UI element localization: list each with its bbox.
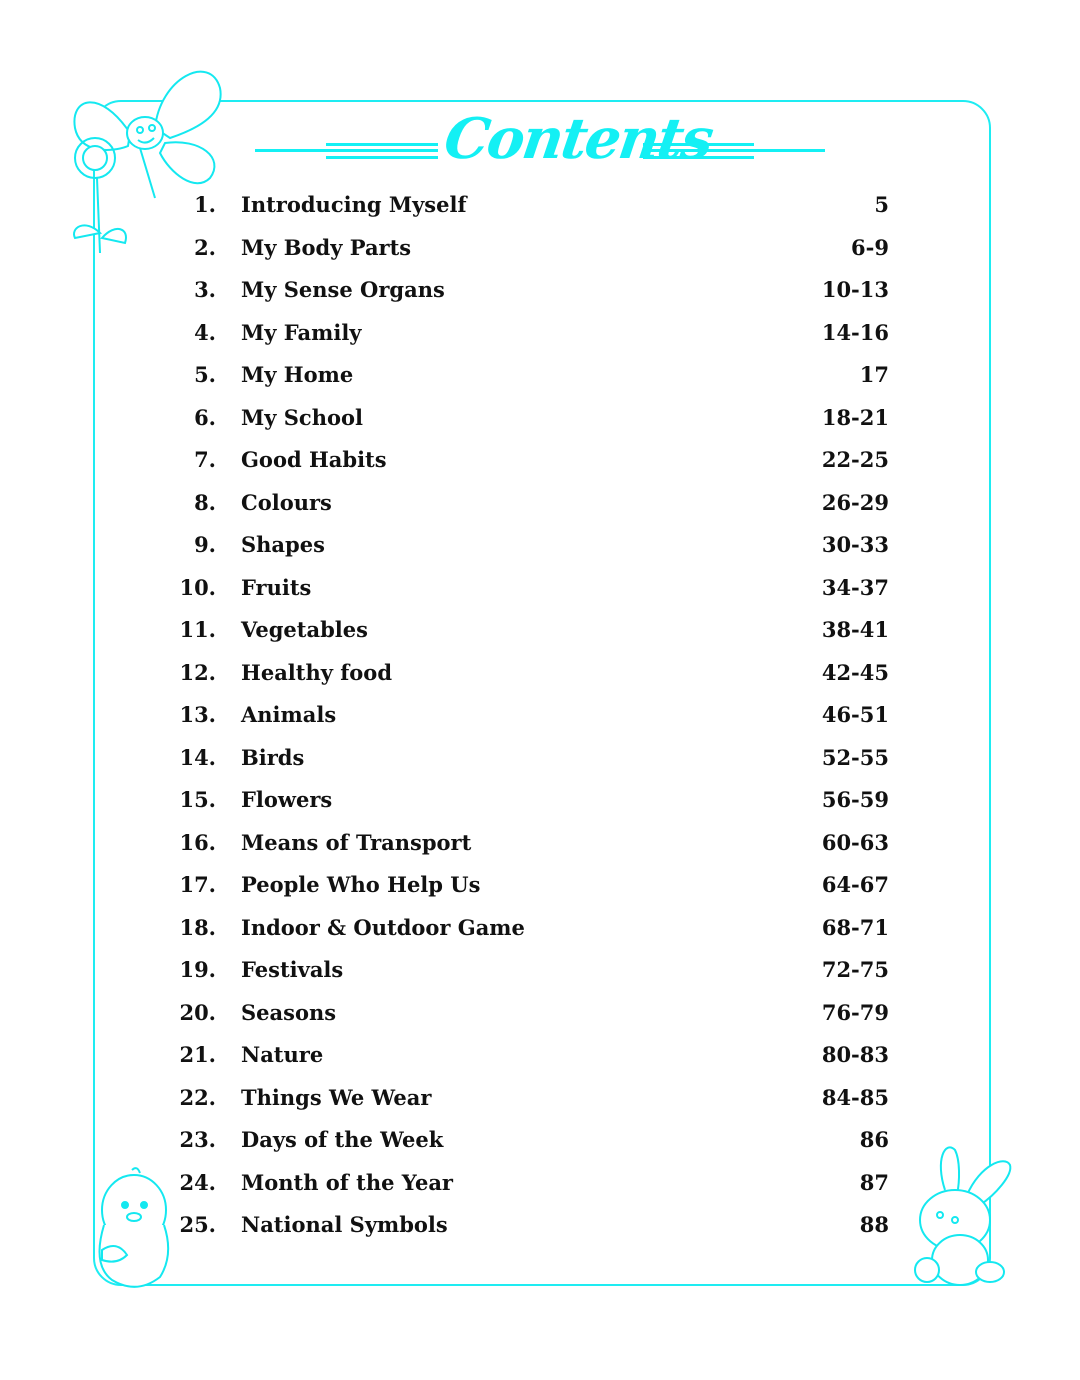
entry-title: Colours — [241, 489, 332, 515]
entry-number: 22. — [179, 1084, 216, 1110]
entry-pages: 10-13 — [821, 277, 889, 302]
entry-pages: 5 — [874, 192, 889, 217]
toc-entry — [0, 1085, 1080, 1115]
butterfly-flower-illustration — [60, 58, 230, 263]
entry-pages: 68-71 — [821, 914, 889, 940]
toc-entry — [0, 320, 1080, 350]
entry-pages: 42-45 — [821, 659, 889, 685]
entry-pages: 26-29 — [821, 489, 889, 515]
entry-title: Things We Wear — [241, 1084, 432, 1110]
toc-entry — [0, 660, 1080, 690]
toc-entry — [0, 1212, 1080, 1242]
entry-pages: 56-59 — [821, 787, 889, 812]
entry-number: 7. — [194, 447, 216, 472]
toc-entry — [0, 702, 1080, 732]
entry-pages: 34-37 — [821, 574, 889, 600]
toc-entry — [0, 277, 1080, 307]
toc-entry — [0, 915, 1080, 945]
entry-pages: 80-83 — [821, 1042, 889, 1067]
entry-number: 25. — [179, 1212, 216, 1237]
entry-title: Flowers — [241, 787, 333, 812]
entry-number: 13. — [179, 702, 216, 727]
toc-entry — [0, 490, 1080, 520]
entry-number: 11. — [179, 617, 216, 642]
entry-title: My Family — [241, 319, 362, 345]
toc-entry — [0, 1042, 1080, 1072]
entry-title: Birds — [241, 744, 305, 770]
entry-title: Festivals — [241, 957, 344, 982]
entry-number: 17. — [179, 872, 216, 897]
toc-entry — [0, 872, 1080, 902]
entry-number: 5. — [194, 362, 216, 387]
entry-pages: 22-25 — [821, 447, 889, 472]
entry-title: Nature — [241, 1042, 324, 1067]
entry-pages: 84-85 — [821, 1084, 889, 1110]
toc-entry — [0, 1000, 1080, 1030]
entry-title: Fruits — [241, 574, 312, 600]
entry-title: My School — [241, 404, 363, 430]
entry-pages: 14-16 — [821, 319, 889, 345]
entry-title: Animals — [241, 702, 337, 727]
toc-entry — [0, 957, 1080, 987]
entry-number: 3. — [194, 277, 216, 302]
toc-entry — [0, 235, 1080, 265]
entry-pages: 86 — [859, 1127, 889, 1152]
page-title: Contents — [440, 106, 716, 172]
entry-pages: 18-21 — [821, 404, 889, 430]
toc-entry — [0, 575, 1080, 605]
entry-title: My Body Parts — [241, 234, 412, 260]
toc-entry — [0, 830, 1080, 860]
entry-number: 10. — [179, 574, 216, 600]
entry-pages: 46-51 — [821, 702, 889, 727]
entry-number: 15. — [179, 787, 216, 812]
entry-title: People Who Help Us — [241, 872, 481, 897]
entry-title: Introducing Myself — [241, 192, 467, 217]
entry-pages: 17 — [859, 362, 889, 387]
toc-entry — [0, 447, 1080, 477]
entry-title: Healthy food — [241, 659, 392, 685]
toc-entry — [0, 532, 1080, 562]
toc-entry — [0, 362, 1080, 392]
entry-number: 20. — [179, 999, 216, 1025]
toc-entry — [0, 1170, 1080, 1200]
entry-number: 9. — [194, 532, 216, 557]
entry-number: 1. — [194, 192, 216, 217]
entry-number: 4. — [194, 319, 216, 345]
entry-number: 24. — [179, 1169, 216, 1195]
entry-number: 14. — [179, 744, 216, 770]
entry-title: My Home — [241, 362, 354, 387]
entry-pages: 38-41 — [821, 617, 889, 642]
entry-number: 2. — [194, 234, 216, 260]
toc-entry — [0, 787, 1080, 817]
entry-number: 8. — [194, 489, 216, 515]
entry-number: 12. — [179, 659, 216, 685]
entry-pages: 88 — [859, 1212, 889, 1237]
entry-title: Means of Transport — [241, 829, 472, 855]
entry-title: Indoor & Outdoor Game — [241, 914, 525, 940]
entry-pages: 76-79 — [821, 999, 889, 1025]
entry-title: Seasons — [241, 999, 337, 1025]
entry-title: My Sense Organs — [241, 277, 445, 302]
entry-pages: 6-9 — [851, 234, 889, 260]
entry-number: 19. — [179, 957, 216, 982]
entry-title: Month of the Year — [241, 1169, 453, 1195]
entry-pages: 64-67 — [821, 872, 889, 897]
entry-pages: 72-75 — [821, 957, 889, 982]
entry-number: 6. — [194, 404, 216, 430]
toc-entry — [0, 745, 1080, 775]
toc-entry — [0, 617, 1080, 647]
entry-title: National Symbols — [241, 1212, 448, 1237]
entry-number: 16. — [179, 829, 216, 855]
entry-number: 18. — [179, 914, 216, 940]
entry-title: Good Habits — [241, 447, 387, 472]
entry-title: Days of the Week — [241, 1127, 444, 1152]
entry-pages: 30-33 — [821, 532, 889, 557]
entry-pages: 87 — [859, 1169, 889, 1195]
entry-title: Vegetables — [241, 617, 368, 642]
toc-entry — [0, 1127, 1080, 1157]
entry-pages: 60-63 — [821, 829, 889, 855]
entry-pages: 52-55 — [821, 744, 889, 770]
toc-entry — [0, 405, 1080, 435]
entry-title: Shapes — [241, 532, 325, 557]
entry-number: 21. — [179, 1042, 216, 1067]
entry-number: 23. — [179, 1127, 216, 1152]
toc-entry — [0, 192, 1080, 222]
